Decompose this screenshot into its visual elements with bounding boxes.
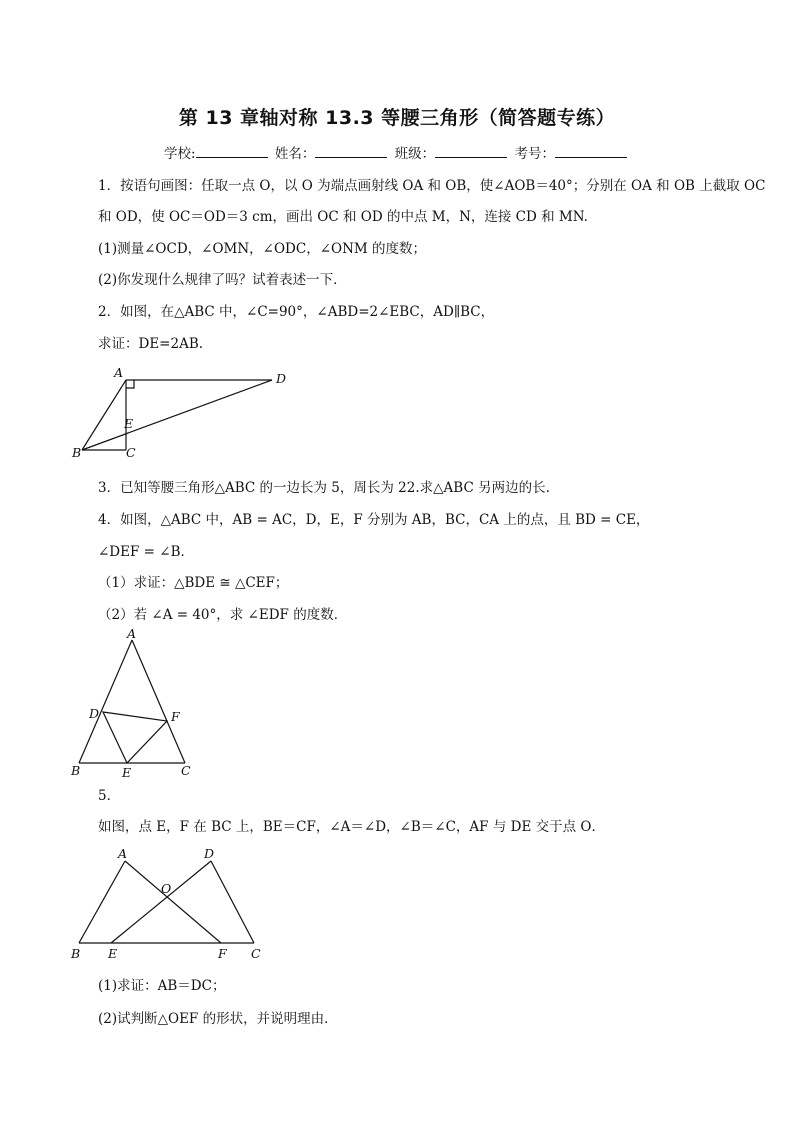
q2-label-a: A bbox=[114, 365, 124, 380]
q2-label-e: E bbox=[124, 416, 134, 431]
q5-sub1: (1)求证：AB＝DC； bbox=[98, 978, 226, 994]
q1-sub1: (1)测量∠OCD，∠OMN，∠ODC，∠ONM 的度数； bbox=[98, 241, 427, 257]
exam-no-blank[interactable] bbox=[555, 145, 627, 158]
q2-segment-ab bbox=[82, 380, 126, 450]
q4-label-f: F bbox=[171, 709, 180, 724]
q2-right-angle-mark bbox=[126, 380, 134, 388]
q5-segment-af bbox=[125, 861, 221, 943]
q5-number: 5． bbox=[98, 788, 121, 804]
q2-line1: 2．如图，在△ABC 中，∠C=90°，∠ABD=2∠EBC，AD∥BC， bbox=[98, 304, 495, 320]
q4-label-c: C bbox=[181, 763, 191, 778]
q2-figure bbox=[60, 360, 300, 465]
q5-label-c: C bbox=[251, 946, 261, 961]
q1-sub2: (2)你发现什么规律了吗？试着表述一下． bbox=[98, 272, 347, 288]
q5-segment-dc bbox=[211, 861, 254, 943]
name-label: 姓名： bbox=[274, 146, 316, 162]
q4-label-b: B bbox=[71, 763, 81, 778]
q2-label-c: C bbox=[126, 445, 136, 460]
q5-segment-de bbox=[111, 861, 211, 943]
q2-line2: 求证：DE=2AB. bbox=[98, 336, 204, 352]
q2-segment-bd bbox=[82, 380, 272, 450]
q4-label-d: D bbox=[89, 706, 100, 721]
q1-line2: 和 OD，使 OC＝OD＝3 cm，画出 OC 和 OD 的中点 M，N，连接 CD 和 MN. bbox=[98, 209, 588, 225]
page-title: 第 13 章轴对称 13.3 等腰三角形（简答题专练） bbox=[178, 107, 616, 129]
class-label: 班级： bbox=[394, 146, 436, 162]
student-info-line bbox=[0, 145, 794, 163]
q5-segment-ab bbox=[79, 861, 125, 943]
q4-segment-ab bbox=[79, 640, 132, 763]
q5-label-a: A bbox=[118, 846, 128, 861]
q5-label-f: F bbox=[218, 946, 227, 961]
q2-label-d: D bbox=[276, 371, 287, 386]
name-blank[interactable] bbox=[315, 145, 387, 158]
q3-line1: 3．已知等腰三角形△ABC 的一边长为 5，周长为 22.求△ABC 另两边的长. bbox=[98, 480, 550, 496]
q5-line1: 如图，点 E，F 在 BC 上，BE＝CF，∠A＝∠D，∠B＝∠C，AF 与 DE 交于点 O． bbox=[98, 819, 605, 835]
q5-label-e: E bbox=[108, 946, 118, 961]
q5-label-o: O bbox=[161, 881, 172, 896]
class-blank[interactable] bbox=[435, 145, 507, 158]
q5-label-b: B bbox=[71, 946, 81, 961]
q4-line2: ∠DEF = ∠B． bbox=[98, 544, 194, 560]
q4-figure bbox=[65, 625, 205, 785]
q1-line1: 1．按语句画图：任取一点 O，以 O 为端点画射线 OA 和 OB，使∠AOB＝40°；分别在 OA 和 OB 上截取 OC bbox=[98, 178, 766, 194]
q4-sub1: （1）求证：△BDE ≅ △CEF； bbox=[98, 575, 289, 591]
q5-label-d: D bbox=[204, 846, 215, 861]
q5-sub2: (2)试判断△OEF 的形状，并说明理由． bbox=[98, 1011, 338, 1027]
q4-segment-ac bbox=[132, 640, 185, 763]
q4-line1: 4．如图，△ABC 中，AB = AC，D，E，F 分别为 AB，BC，CA 上的点，且 BD = CE， bbox=[98, 512, 650, 528]
q5-figure bbox=[68, 845, 268, 965]
q4-label-e: E bbox=[122, 765, 132, 780]
q4-triangle-def bbox=[103, 712, 167, 763]
q2-label-b: B bbox=[72, 445, 82, 460]
school-label: 学校: bbox=[164, 146, 196, 162]
q4-label-a: A bbox=[127, 626, 137, 641]
school-blank[interactable] bbox=[196, 145, 268, 158]
exam-no-label: 考号： bbox=[514, 146, 555, 162]
q4-sub2: （2）若 ∠A = 40°，求 ∠EDF 的度数． bbox=[98, 607, 348, 623]
